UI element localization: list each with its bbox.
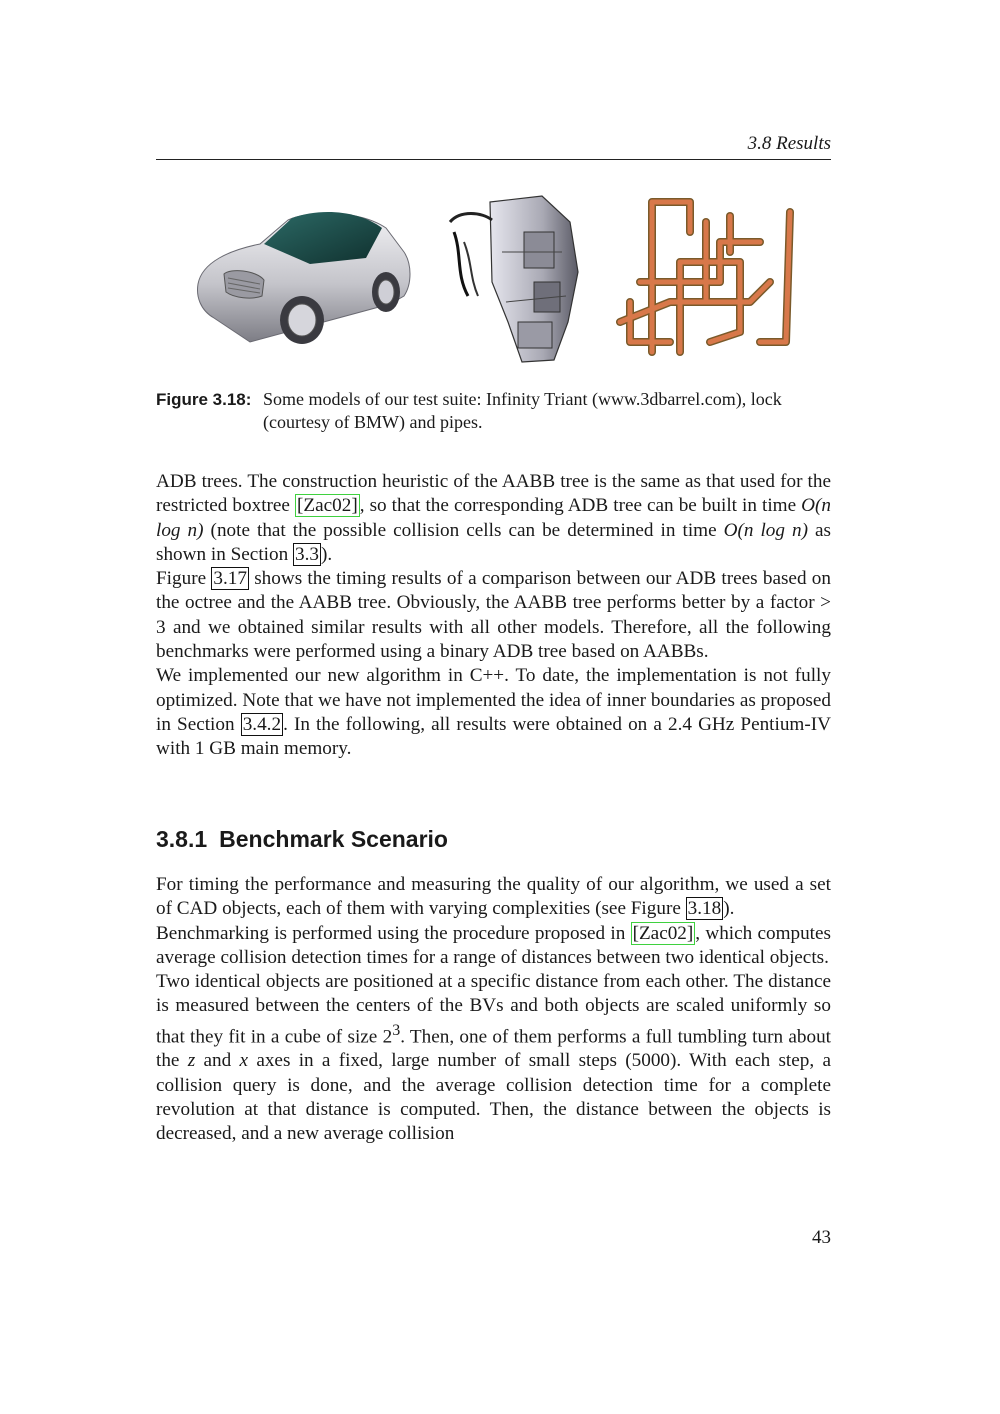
text-run: We implemented our new algorithm in C++. To date, the implementation is not fully optimized. Note that we have not implemented the idea of inner boundaries as proposed in Section [156,665,831,735]
paragraph [156,873,831,922]
text-run: (note that the possible collision cells can be determined in time [203,519,724,541]
body-text-block [156,470,831,762]
math-expression: O(n log n) [156,495,831,541]
page-number: 43 [812,1227,831,1248]
text-run: as shown in Section [156,519,832,565]
citation-link[interactable]: [Zac02] [297,495,358,517]
text-run: . In the following, all results were obtained on a 2.4 GHz Pentium-IV with 1 GB main memory. [156,713,831,760]
figure-caption [156,388,832,434]
figure-caption-label: Figure 3.18: [156,390,252,409]
section-text-block [156,873,831,1147]
figure-caption-text: Some models of our test suite: Infinity Triant (www.3dbarrel.com), lock (courtesy of BMW) and pipes. [263,389,782,432]
text-run: ). [320,543,333,565]
citation-link[interactable]: [Zac02] [632,922,694,944]
text-run: , so that the corresponding ADB tree can be built in time [359,495,802,517]
text-run: Figure [156,568,212,590]
paragraph [156,664,831,761]
figure-3-18 [180,192,820,372]
paragraph [156,970,831,1146]
paragraph [156,922,831,971]
running-header [156,131,831,160]
car-model-image [190,192,415,352]
pipes-model-image [610,192,795,357]
text-run: ). [723,898,735,920]
text-run: shows the timing results of a comparison between our ADB trees based on the octree and the AABB tree. Obviously, the AABB tree performs better by a factor > 3 and we obtained similar results with all other models. Therefore, all the following benchmarks were performed using a binary ADB tree based on AABBs. [156,568,831,663]
paragraph [156,567,831,664]
text-run: , which computes average collision detection times for a range of distances between two identical objects. [156,922,831,968]
section-ref-link[interactable]: 3.3 [294,543,319,565]
text-run: Two identical objects are positioned at a specific distance from each other. The distance is measured between the centers of the BVs and both objects are scaled uniformly so that they fit in a cube of size 2 [156,971,831,1048]
running-header-title: 3.8 Results [747,133,831,154]
section-title: Benchmark Scenario [219,826,448,852]
figure-ref-link[interactable]: 3.17 [213,568,247,590]
section-number: 3.8.1 [156,826,208,852]
text-run: . Then, one of them performs a full tumbling turn about the [156,1026,831,1072]
math-variable: x [239,1050,249,1072]
text-run: ADB trees. The construction heuristic of the AABB tree is the same as that used for the restricted boxtree [156,471,831,517]
math-variable: z [187,1050,196,1072]
text-run: axes in a fixed, large number of small steps (5000). With each step, a collision query is done, and the average collision detection time for a complete revolution at that distance is computed. Then, the distance between the objects is decreased, and a new average collision [156,1050,831,1145]
superscript: 3 [392,1021,401,1039]
math-expression: O(n log n) [723,519,808,541]
lock-model-image [442,192,582,367]
figure-ref-link[interactable]: 3.18 [687,898,722,920]
paragraph [156,470,831,567]
section-ref-link[interactable]: 3.4.2 [242,713,282,735]
text-run: Benchmarking is performed using the procedure proposed in [156,922,631,944]
text-run: For timing the performance and measuring the quality of our algorithm, we used a set of CAD objects, each of them with varying complexities (see Figure [156,874,831,920]
text-run: and [195,1050,240,1072]
section-heading [156,826,448,853]
